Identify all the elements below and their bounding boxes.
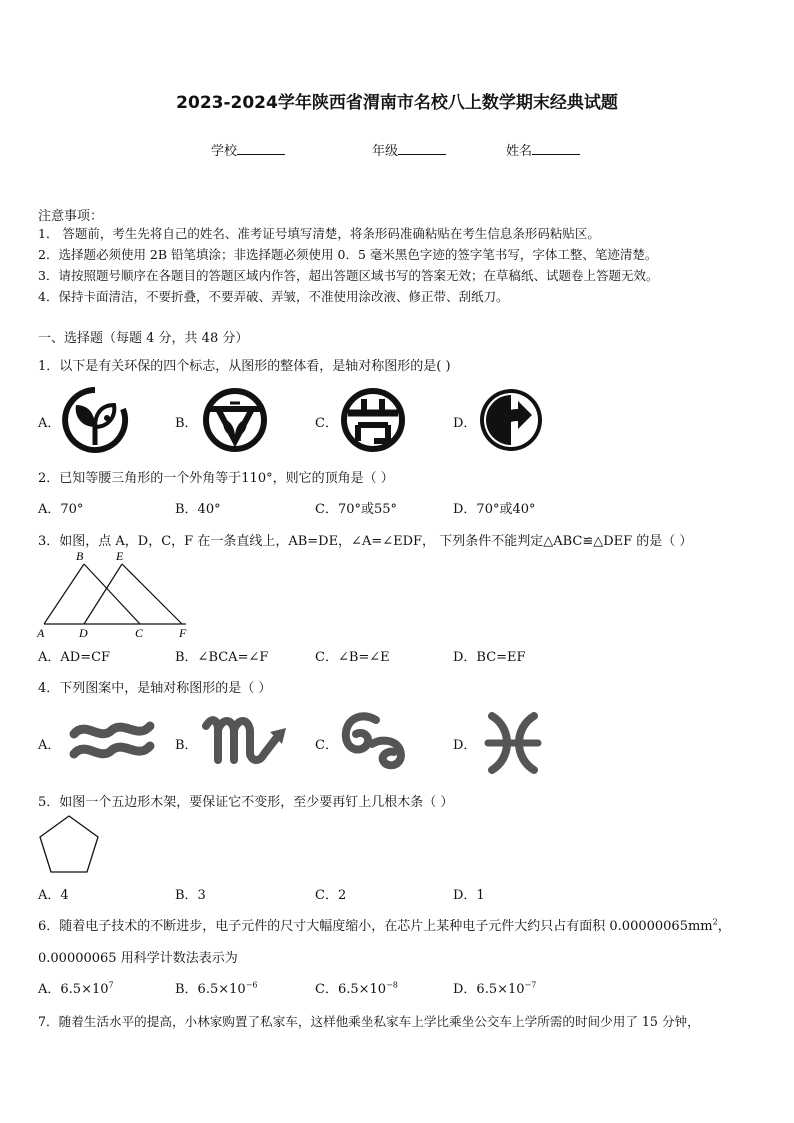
q1-option-b-label: B． [175, 416, 198, 431]
point-label-b: B [76, 549, 84, 563]
name-blank [532, 142, 580, 155]
q6-option-d-base: D．6.5×10 [453, 982, 525, 997]
q6-option-b-base: B．6.5×10 [175, 982, 246, 997]
q6-option-b [175, 978, 257, 997]
q1-option-a-label: A． [38, 416, 61, 431]
school-blank [237, 142, 285, 155]
q4-option-d-label: D． [453, 738, 477, 753]
scorpio-symbol-icon [198, 708, 298, 770]
notes-heading: 注意事项： [38, 209, 104, 224]
q2-option-b: B．40° [175, 502, 221, 517]
q3-option-d: D．BC=EF [453, 650, 526, 665]
q3-option-a: A．AD=CF [38, 650, 111, 665]
q6-option-a-exponent: 7 [108, 980, 114, 990]
q6-stem-text: 6．随着电子技术的不断进步，电子元件的尺寸大幅度缩小，在芯片上某种电子元件大约只占有面积 0.00000065mm [38, 919, 713, 934]
q5-option-b: B．3 [175, 888, 206, 903]
q2-option-a: A．70° [38, 502, 84, 517]
q1-option-c-label: C． [315, 416, 338, 431]
q6-option-d [453, 978, 536, 997]
q2-option-d: D．70°或40° [453, 502, 536, 517]
q6-option-d-exponent: −7 [524, 980, 537, 990]
note-item: 1． 答题前，考生先将自己的姓名、准考证号填写清楚，将条形码准确粘贴在考生信息条形码粘贴区。 [38, 226, 600, 241]
green-food-logo-icon [200, 385, 270, 455]
q3-option-c: C．∠B=∠E [315, 650, 390, 665]
note-item: 2．选择题必须使用 2B 铅笔填涂；非选择题必须使用 0．5 毫米黑色字迹的签字笔书写，字体工整、笔迹清楚。 [38, 247, 658, 262]
question-7-stem: 7．随着生活水平的提高，小林家购置了私家车，这样他乘坐私家车上学比乘坐公交车上学所需的时间少用了 15 分钟， [38, 1014, 700, 1029]
q4-option-b-label: B． [175, 738, 198, 753]
question-2-stem: 2．已知等腰三角形的一个外角等于110°，则它的顶角是（ ） [38, 471, 394, 486]
question-6-stem-line1 [38, 915, 731, 934]
grade-label: 年级 [372, 144, 399, 159]
section-heading: 一、选择题（每题 4 分，共 48 分） [38, 331, 249, 346]
pisces-symbol-icon [478, 708, 548, 778]
point-label-c: C [135, 626, 144, 640]
q3-option-b: B．∠BCA=∠F [175, 650, 269, 665]
question-6-stem-line2: 0.00000065 用科学计数法表示为 [38, 951, 238, 966]
name-label: 姓名 [506, 144, 533, 159]
q6-option-c-exponent: −8 [386, 980, 398, 990]
q5-option-a: A．4 [38, 888, 69, 903]
q2-option-c: C．70°或55° [315, 502, 398, 517]
q4-option-a-label: A． [38, 738, 61, 753]
question-1-stem: 1．以下是有关环保的四个标志，从图形的整体看，是轴对称图形的是( ) [38, 359, 451, 374]
point-label-e: E [116, 549, 124, 563]
aquarius-symbol-icon [66, 712, 158, 768]
eco-leaf-logo-icon [60, 385, 130, 455]
grade-blank [398, 142, 446, 155]
q6-option-a-base: A．6.5×10 [38, 982, 109, 997]
point-label-d: D [79, 626, 88, 640]
question-3-stem: 3．如图，点 A，D，C，F 在一条直线上，AB=DE，∠A=∠EDF， 下列条件不能判定△ABC≌△DEF 的是（ ） [38, 534, 693, 549]
q6-option-b-exponent: −6 [245, 980, 258, 990]
question-4-stem: 4．下列图案中，是轴对称图形的是（ ） [38, 681, 272, 696]
q6-stem-superscript: 2 [712, 917, 718, 927]
point-label-a: A [37, 626, 45, 640]
q5-option-c: C．2 [315, 888, 347, 903]
q6-stem-end: ， [717, 919, 731, 934]
note-item: 4．保持卡面清洁，不要折叠，不要弄破、弄皱，不准使用涂改液、修正带、刮纸刀。 [38, 289, 509, 304]
q4-option-c-label: C． [315, 738, 338, 753]
question-5-stem: 5．如图一个五边形木架，要保证它不变形，至少要再钉上几根木条（ ） [38, 795, 454, 810]
q1-option-d-label: D． [453, 416, 477, 431]
school-field [211, 140, 285, 159]
school-label: 学校 [211, 144, 238, 159]
pentagon-frame-figure [36, 812, 102, 876]
q6-option-c [315, 978, 398, 997]
q6-option-a [38, 978, 114, 997]
point-label-f: F [179, 626, 187, 640]
recycle-arrow-logo-icon [476, 385, 546, 455]
q5-option-d: D．1 [453, 888, 485, 903]
grade-field [372, 140, 446, 159]
name-field [506, 140, 580, 159]
note-item: 3．请按照题号顺序在各题目的答题区域内作答，超出答题区域书写的答案无效；在草稿纸、试题卷上答题无效。 [38, 268, 659, 283]
energy-saving-logo-icon [338, 385, 408, 455]
page-title: 2023-2024学年陕西省渭南市名校八上数学期末经典试题 [176, 93, 618, 113]
q3-triangle-figure [36, 548, 196, 640]
q6-option-c-base: C．6.5×10 [315, 982, 387, 997]
cancer-symbol-icon [336, 708, 416, 770]
